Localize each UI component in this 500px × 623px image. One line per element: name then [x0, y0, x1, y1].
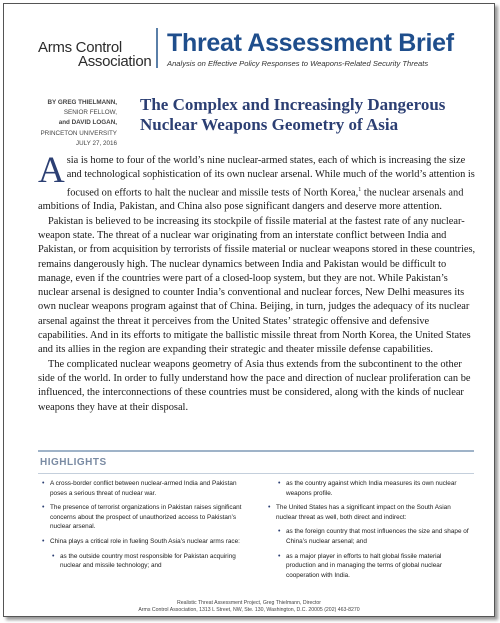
- highlight-subitem: • as a major player in efforts to halt global fissile material production and in managing the terms of global nuclear cooperation with India.: [268, 552, 472, 581]
- highlight-item: • The presence of terrorist organizations in Pakistan raises significant concerns about the prospect of unauthorized access to Pakistan’s nuclear arsenal.: [42, 503, 252, 532]
- highlight-item: • The United States has a significant impact on the South Asian nuclear threat as well, both direct and indirect:: [268, 503, 472, 522]
- footnote-ref[interactable]: 1: [358, 186, 362, 193]
- highlight-subitem: • as the outside country most responsible for Pakistan acquiring nuclear and missile technology; and: [42, 552, 252, 571]
- author-1: BY GREG THIELMANN,: [47, 99, 117, 106]
- highlight-subitem: • as the country against which India measures its own nuclear weapons profile.: [268, 479, 472, 498]
- publication-date: JULY 27, 2016: [75, 139, 117, 147]
- page-footer: [4, 600, 494, 614]
- article-title: The Complex and Increasingly Dangerous Nuclear Weapons Geometry of Asia: [140, 95, 446, 134]
- aca-logo: [38, 40, 156, 68]
- highlights-divider: [38, 473, 474, 474]
- author-1-title: SENIOR FELLOW,: [63, 109, 117, 117]
- paragraph-2: Pakistan is believed to be increasing its stockpile of fissile material at the fastest rate of any nuclear-weapon state. The threat of a nuclear war originating from an interstate conflict between India and Pakistan, or from acquisition by terrorists of fissile material or nuclear weapons stored in these countries, remains dangerously high. The nuclear dynamics between India and Pakistan would be difficult to manage, even if the countries were part of a closed-loop system, but they are not. While Pakistan’s nuclear arsenal is designed to counter India’s conventional and nuclear forces, New Delhi measures its own nuclear weapons program against that of China. Beijing, in turn, judges the adequacy of its nuclear arsenal against the threat it perceives from the United States’ strategic offensive and defensive capabilities. And in its efforts to mitigate the ballistic missile threat from North Korea, the United States and its allies in the region are expanding their strategic and theater missile defense capabilities.: [38, 215, 476, 356]
- author-2: and DAVID LOGAN,: [58, 119, 117, 127]
- footer-line-1: Realistic Threat Assessment Project, Greg Thielmann, Director: [177, 600, 321, 606]
- highlights-title: HIGHLIGHTS: [40, 457, 107, 468]
- footer-line-2: Arms Control Association, 1313 L Street, NW, Ste. 130, Washington, D.C. 20005 (202) 463-8270: [138, 607, 360, 613]
- paragraph-3: The complicated nuclear weapons geometry of Asia thus extends from the subcontinent to the other side of the world. In order to fully understand how the pace and direction of nuclear proliferation can be influenced, the interconnections of these countries must be considered, along with the kinds of nuclear weapons they have at their disposal.: [38, 358, 471, 413]
- article-body: [38, 150, 476, 415]
- paragraph-1: Asia is home to four of the world’s nine nuclear-armed states, each of which is increasing the size and technological sophistication of its own nuclear arsenal. While much of the world’s attention is focused on efforts to halt the nuclear and missile tests of North Korea,$^1$ the nuclear arsenals and ambitions of India, Pakistan, and China also pose significant dangers and deserve more attention.: [38, 150, 475, 213]
- logo-line-2: Association: [78, 53, 152, 70]
- drop-cap: A: [38, 150, 65, 191]
- highlight-item: • A cross-border conflict between nuclear-armed India and Pakistan poses a serious threat of nuclear war.: [42, 479, 252, 498]
- highlights-left-column: [42, 479, 252, 576]
- author-2-title: PRINCETON UNIVERSITY: [40, 129, 117, 137]
- header-divider: [156, 28, 158, 68]
- document-page: [3, 3, 495, 617]
- highlights-top-rule: [38, 450, 474, 452]
- logo-line-1: Arms Control: [38, 39, 122, 56]
- highlight-item: • China plays a critical role in fueling South Asia’s nuclear arms race:: [42, 537, 252, 547]
- highlight-subitem: • as the foreign country that most influences the size and shape of China’s nuclear arsenal; and: [268, 527, 472, 546]
- byline: [40, 98, 117, 149]
- brief-title: Threat Assessment Brief: [167, 29, 454, 57]
- brief-subtitle: Analysis on Effective Policy Responses to Weapons-Related Security Threats: [167, 59, 429, 68]
- highlights-right-column: [268, 479, 472, 585]
- highlights-header: [38, 450, 474, 474]
